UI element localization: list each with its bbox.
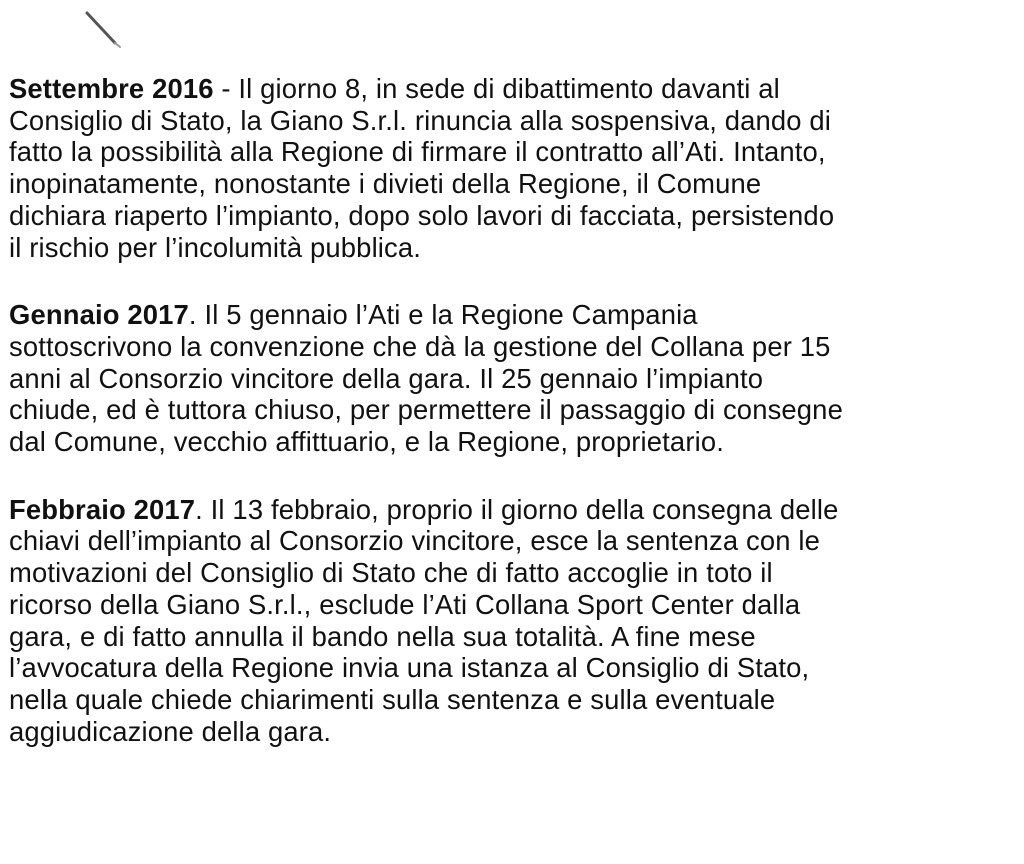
entry-settembre-2016 bbox=[9, 73, 1019, 263]
entry-gennaio-2017 bbox=[9, 299, 1019, 458]
entry-first-line bbox=[9, 299, 1019, 331]
entry-line: sottoscrivono la convenzione che dà la gestione del Collana per 15 bbox=[9, 330, 831, 362]
entry-line: nella quale chiede chiarimenti sulla sentenza e sulla eventuale bbox=[9, 683, 776, 715]
entry-text: . Il 13 febbraio, proprio il giorno della consegna delle bbox=[195, 493, 839, 525]
entry-heading: Gennaio 2017 bbox=[9, 299, 189, 331]
entry-line: aggiudicazione della gara. bbox=[9, 715, 332, 747]
entry-heading: Settembre 2016 bbox=[9, 73, 214, 104]
entry-line: dichiara riaperto l’impianto, dopo solo lavori di facciata, persistendo bbox=[9, 199, 835, 231]
entry-line: ricorso della Giano S.r.l., esclude l’Ati Collana Sport Center dalla bbox=[9, 588, 801, 620]
entry-line: Consiglio di Stato, la Giano S.r.l. rinuncia alla sospensiva, dando di bbox=[9, 104, 832, 136]
entry-line: l’avvocatura della Regione invia una istanza al Consiglio di Stato, bbox=[9, 652, 810, 684]
entry-line: inopinatamente, nonostante i divieti della Regione, il Comune bbox=[9, 168, 762, 200]
entry-line: anni al Consorzio vincitore della gara. Il 25 gennaio l’impianto bbox=[9, 362, 764, 394]
entry-text: . Il 5 gennaio l’Ati e la Regione Campania bbox=[188, 299, 698, 331]
entry-line: gara, e di fatto annulla il bando nella sua totalità. A fine mese bbox=[9, 620, 756, 652]
entry-line: chiavi dell’impianto al Consorzio vincitore, esce la sentenza con le bbox=[9, 525, 821, 557]
entry-text: - Il giorno 8, in sede di dibattimento davanti al bbox=[213, 73, 780, 104]
entry-line: motivazioni del Consiglio di Stato che di fatto accoglie in toto il bbox=[9, 557, 773, 589]
entry-line: il rischio per l’incolumità pubblica. bbox=[9, 231, 422, 263]
entry-first-line bbox=[9, 494, 1019, 526]
entry-febbraio-2017 bbox=[9, 494, 1019, 748]
entry-first-line bbox=[9, 73, 1019, 105]
document-body bbox=[9, 73, 1019, 783]
entry-heading: Febbraio 2017 bbox=[9, 493, 196, 525]
entry-line: dal Comune, vecchio affittuario, e la Regione, proprietario. bbox=[9, 426, 724, 458]
entry-line: fatto la possibilità alla Regione di firmare il contratto all’Ati. Intanto, bbox=[9, 136, 826, 168]
entry-line: chiude, ed è tuttora chiuso, per permettere il passaggio di consegne bbox=[9, 394, 843, 426]
scan-mark-icon bbox=[80, 6, 128, 52]
